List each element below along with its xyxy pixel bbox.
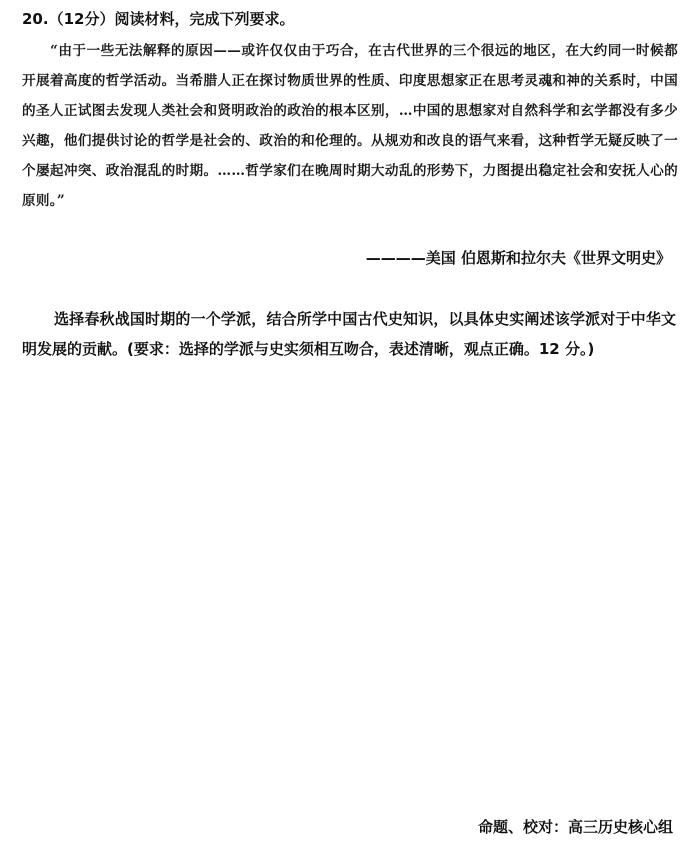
question-header: 20.（12分）阅读材料，完成下列要求。 bbox=[22, 10, 295, 28]
footer-credit: 命题、校对：高三历史核心组 bbox=[477, 818, 673, 836]
quote-citation: ————美国 伯恩斯和拉尔夫《世界文明史》 bbox=[365, 249, 671, 267]
question-task: 选择春秋战国时期的一个学派，结合所学中国古代史知识，以具体史实阐述该学派对于中华文明发展的贡献。(要求：选择的学派与史实须相互吻合，表述清晰，观点正确。12 分。) bbox=[22, 310, 676, 358]
source-quote: “由于一些无法解释的原因——或许仅仅由于巧合，在古代世界的三个很远的地区，在大约同一时候都开展着高度的哲学活动。当希腊人正在探讨物质世界的性质、印度思想家正在思考灵魂和神的关系时，中国的圣人正试图去发现人类社会和贤明政治的政治的根本区别，…中国的思想家对自然科学和玄学都没有多少兴趣，他们提供讨论的哲学是社会的、政治的和伦理的。从规劝和改良的语气来看，这种哲学无疑反映了一个屡起冲突、政治混乱的时期。……哲学家们在晚周时期大动乱的形势下，力图提出稳定社会和安抚人心的原则。” bbox=[22, 43, 678, 209]
